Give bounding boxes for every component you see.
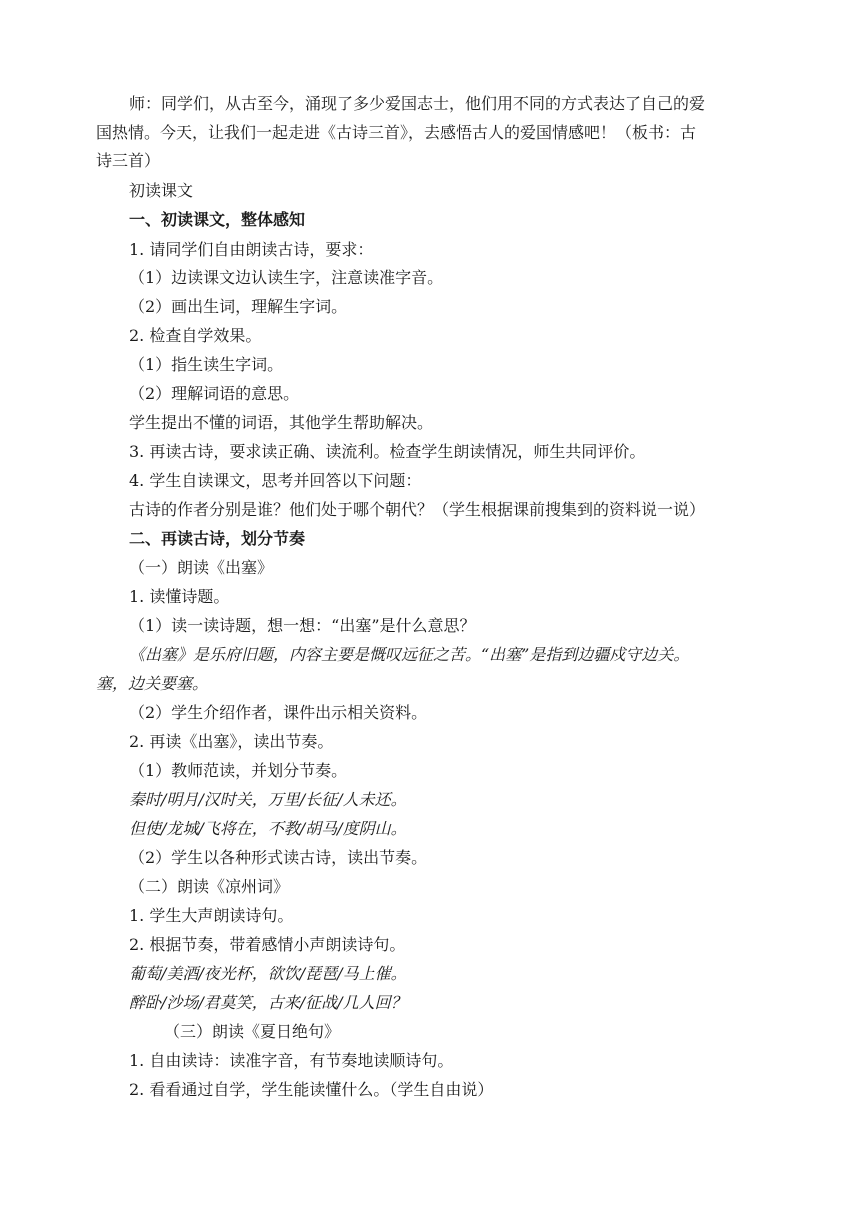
poem-3-title: （三）朗读《夏日绝句》 (164, 1022, 341, 1041)
poem-1-step-2a: （1）教师范读，并划分节奏。 (129, 761, 348, 780)
section-1-step-1b: （2）画出生词，理解生字词。 (129, 297, 348, 316)
poem-1-note-2: 塞，边关要塞。 (96, 674, 209, 693)
section-1-step-1a: （1）边读课文边认读生字，注意读准字音。 (129, 268, 444, 287)
poem-2-verse-1: 葡萄/美酒/夜光杯，欲饮/琵琶/马上催。 (129, 964, 407, 983)
section-1-step-4a: 古诗的作者分别是谁？他们处于哪个朝代？（学生根据课前搜集到的资料说一说） (129, 500, 706, 519)
section-1-step-2c: 学生提出不懂的词语，其他学生帮助解决。 (129, 413, 434, 432)
section-1-step-2b: （2）理解词语的意思。 (129, 384, 300, 403)
section-2-heading: 二、再读古诗，划分节奏 (129, 529, 306, 548)
poem-1-title: （一）朗读《出塞》 (129, 558, 274, 577)
poem-3-step-2: 2. 看看通过自学，学生能读懂什么。（学生自由说） (129, 1080, 494, 1099)
section-1-step-2: 2. 检查自学效果。 (129, 326, 262, 345)
poem-3-step-1: 1. 自由读诗：读准字音，有节奏地读顺诗句。 (129, 1051, 454, 1070)
poem-1-step-2: 2. 再读《出塞》，读出节奏。 (129, 732, 334, 751)
poem-1-step-1: 1. 读懂诗题。 (129, 587, 230, 606)
intro-line-1: 师：同学们，从古至今，涌现了多少爱国志士，他们用不同的方式表达了自己的爱 (129, 94, 706, 113)
section-1-heading: 一、初读课文，整体感知 (129, 210, 306, 229)
poem-2-title: （二）朗读《凉州词》 (129, 877, 290, 896)
intro-line-3: 诗三首） (96, 151, 161, 170)
poem-2-step-2: 2. 根据节奏，带着感情小声朗读诗句。 (129, 935, 406, 954)
poem-1-step-1b: （2）学生介绍作者，课件出示相关资料。 (129, 703, 428, 722)
section-1-step-3: 3. 再读古诗，要求读正确、读流利。检查学生朗读情况，师生共同评价。 (129, 442, 646, 461)
poem-1-note-1: 《出塞》是乐府旧题，内容主要是慨叹远征之苦。“出塞”是指到边疆戍守边关。 (129, 645, 690, 664)
poem-2-verse-2: 醉卧/沙场/君莫笑，古来/征战/几人回？ (129, 993, 407, 1012)
poem-1-step-2b: （2）学生以各种形式读古诗，读出节奏。 (129, 848, 428, 867)
poem-1-verse-1: 秦时/明月/汉时关，万里/长征/人未还。 (129, 790, 407, 809)
intro-line-2: 国热情。今天，让我们一起走进《古诗三首》，去感悟古人的爱国情感吧！（板书：古 (96, 123, 697, 142)
poem-1-verse-2: 但使/龙城/飞将在，不教/胡马/度阴山。 (129, 819, 407, 838)
section-1-step-1: 1. 请同学们自由朗读古诗，要求： (129, 240, 374, 259)
section-1-step-4: 4. 学生自读课文，思考并回答以下问题： (129, 471, 422, 490)
poem-2-step-1: 1. 学生大声朗读诗句。 (129, 906, 294, 925)
lesson-label: 初读课文 (129, 181, 194, 200)
section-1-step-2a: （1）指生读生字词。 (129, 355, 284, 374)
poem-1-step-1a: （1）读一读诗题，想一想：“出塞”是什么意思？ (129, 616, 476, 635)
